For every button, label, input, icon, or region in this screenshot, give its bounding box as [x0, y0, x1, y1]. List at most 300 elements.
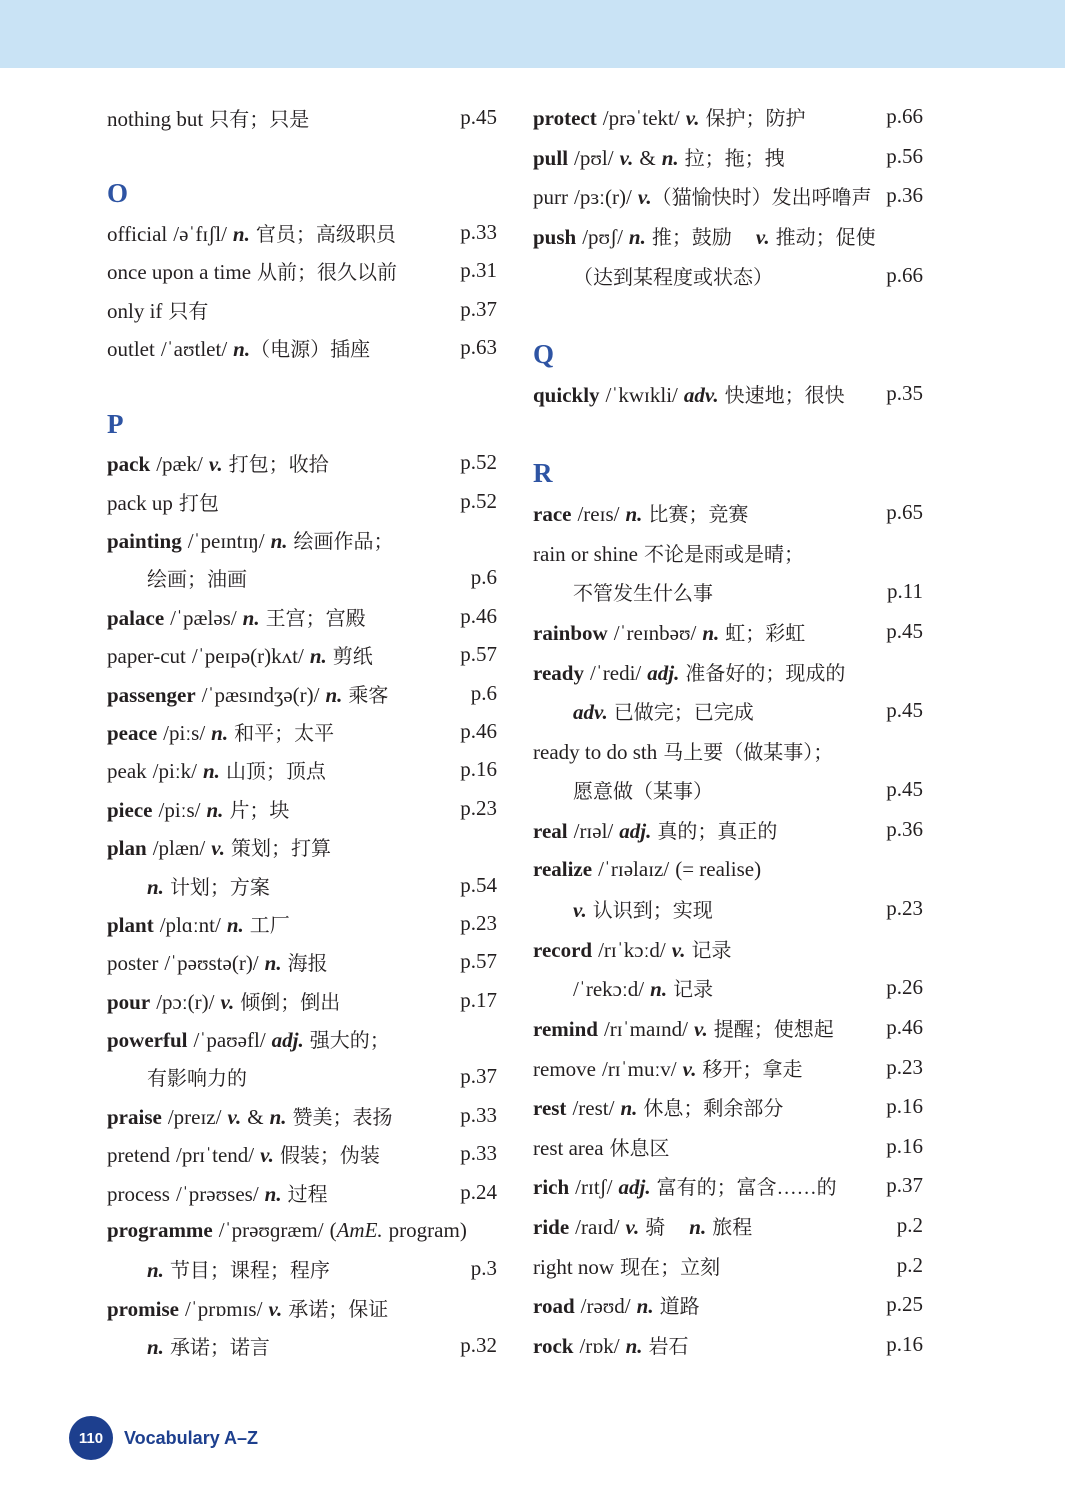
headword: ready	[533, 660, 584, 685]
entry-row	[533, 1126, 923, 1166]
entry-text	[533, 1290, 878, 1319]
definition: 有影响力的	[147, 1068, 247, 1091]
entry-row	[107, 482, 497, 520]
entry-text	[107, 1062, 452, 1091]
part-of-speech: adj.	[271, 1028, 304, 1053]
entry-row	[107, 252, 497, 290]
headword: outlet	[107, 337, 155, 362]
page-ref: p.6	[470, 680, 497, 705]
page-ref: p.56	[886, 143, 923, 168]
entry-row	[533, 216, 923, 256]
definition: 移开；拿走	[702, 1058, 803, 1081]
part-of-speech: n.	[147, 874, 164, 899]
page-ref: p.3	[470, 1256, 497, 1281]
page-ref: p.37	[460, 296, 497, 321]
part-of-speech: adv.	[683, 383, 719, 408]
entry-text	[533, 1053, 878, 1082]
part-of-speech: n.	[203, 759, 220, 784]
entry-row	[533, 176, 923, 216]
headword: purr	[533, 185, 568, 210]
headword: rock	[533, 1333, 574, 1358]
page-ref: p.2	[896, 1212, 923, 1237]
entry-text	[107, 1331, 452, 1360]
part-of-speech: adj.	[618, 1175, 651, 1200]
phonetic: /plæn/	[152, 836, 206, 861]
headword: remove	[533, 1056, 596, 1081]
page-ref: p.36	[886, 816, 923, 841]
definition: （达到某程度或状态）	[573, 266, 773, 289]
entry-text	[533, 498, 878, 527]
definition: 和平；太平	[234, 722, 335, 745]
page-ref: p.23	[886, 1054, 923, 1079]
page-ref: p.31	[460, 258, 497, 283]
definition: （电源）插座	[250, 339, 371, 362]
entry-text	[107, 717, 452, 746]
entry-text	[107, 755, 452, 784]
phonetic: /prɪˈtend/	[175, 1143, 255, 1168]
page-ref: p.65	[886, 500, 923, 525]
phonetic: /ˈprɒmɪs/	[184, 1296, 263, 1321]
headword: paper-cut	[107, 644, 186, 669]
definition: 节目；课程；程序	[169, 1260, 330, 1283]
headword: real	[533, 818, 568, 843]
headword: plant	[107, 912, 154, 937]
entry-row	[107, 1211, 497, 1249]
headword: pack	[107, 452, 151, 477]
part-of-speech: n.	[702, 621, 720, 646]
entry-text	[107, 103, 452, 132]
page-ref: p.26	[886, 975, 923, 1000]
part-of-speech: v.	[755, 225, 770, 250]
entry-text	[107, 525, 497, 554]
headword: painting	[107, 528, 182, 553]
entry-text	[107, 640, 452, 669]
page-ref: p.2	[896, 1252, 923, 1277]
definition: 承诺；保证	[288, 1298, 389, 1321]
entry-row	[533, 1245, 923, 1285]
page-ref: p.32	[460, 1333, 497, 1358]
page-ref: p.23	[886, 896, 923, 921]
definition: （猫愉快时）发出呼噜声	[651, 187, 872, 210]
section-letter: R	[533, 457, 553, 488]
section-letter: P	[107, 408, 124, 439]
definition: 推动；促使	[775, 227, 876, 250]
definition: 承诺；诺言	[169, 1337, 270, 1360]
entry-text	[107, 1218, 497, 1243]
entry-text	[107, 1139, 452, 1168]
phonetic: /ˈpaʊəfl/	[193, 1028, 266, 1053]
page-ref: p.66	[886, 104, 923, 129]
part-of-speech: v.	[220, 989, 235, 1014]
left-column	[107, 98, 497, 1365]
part-of-speech: n.	[625, 502, 643, 527]
entry-row	[533, 1047, 923, 1087]
entry-text	[107, 794, 452, 823]
definition: 记录	[673, 979, 714, 1002]
entry-row	[107, 751, 497, 789]
note-text: (	[329, 1218, 337, 1243]
definition: 只有；只是	[209, 108, 310, 131]
headword: passenger	[107, 682, 196, 707]
entry-row	[533, 255, 923, 295]
part-of-speech: v.	[619, 145, 634, 170]
page-ref: p.45	[886, 698, 923, 723]
part-of-speech: n.	[689, 1214, 707, 1239]
part-of-speech: n.	[211, 720, 229, 745]
part-of-speech: adv.	[573, 700, 608, 725]
entry-text	[107, 1254, 463, 1283]
entry-text	[533, 142, 878, 171]
headword: realize	[533, 856, 593, 881]
phonetic: /ˈredi/	[589, 660, 642, 685]
headword: push	[533, 225, 577, 250]
headword: rest	[533, 1096, 567, 1121]
entry-text	[533, 1330, 878, 1359]
entry-row	[107, 904, 497, 942]
entry-row	[533, 691, 923, 731]
phonetic: /piːs/	[158, 797, 201, 822]
page-ref: p.16	[886, 1094, 923, 1119]
part-of-speech: n.	[233, 337, 251, 362]
entry-row	[107, 213, 497, 251]
entry-text	[533, 617, 878, 646]
page-ref: p.33	[460, 1141, 497, 1166]
part-of-speech: n.	[309, 644, 327, 669]
phonetic: /rɪəl/	[573, 818, 614, 843]
part-of-speech: n.	[628, 225, 646, 250]
entry-text	[107, 218, 452, 247]
entry-row	[107, 1096, 497, 1134]
entry-row	[107, 520, 497, 558]
page-ref: p.25	[886, 1292, 923, 1317]
phonetic: /ˈaʊtlet/	[160, 337, 228, 362]
phonetic: /rest/	[572, 1096, 615, 1121]
definition: 保护；防护	[705, 108, 806, 131]
entry-text	[533, 181, 878, 210]
definition: 片；块	[229, 799, 290, 822]
entry-row	[533, 493, 923, 533]
entry-text	[107, 871, 452, 900]
entry-text	[107, 256, 452, 285]
definition: 记录	[691, 939, 732, 962]
page-ref: p.33	[460, 1102, 497, 1127]
entry-row	[533, 849, 923, 889]
headword: quickly	[533, 383, 600, 408]
phonetic: /rɪˈmuːv/	[601, 1056, 677, 1081]
entry-row	[533, 968, 923, 1008]
page-ref: p.24	[460, 1179, 497, 1204]
definition: 工厂	[249, 914, 290, 937]
entry-text	[107, 832, 497, 861]
phonetic: /ˈpeɪpə(r)kʌt/	[191, 644, 304, 669]
phonetic: /rɒk/	[579, 1333, 620, 1358]
headword: record	[533, 937, 593, 962]
definition: 官员；高级职员	[255, 223, 396, 246]
note-text: (= realise)	[675, 856, 762, 881]
headword: peace	[107, 720, 158, 745]
definition: 虹；彩虹	[725, 623, 806, 646]
entry-row	[107, 597, 497, 635]
entry-row	[107, 1250, 497, 1288]
headword: rainbow	[533, 621, 608, 646]
phonetic: /pʊʃ/	[582, 225, 623, 250]
definition: 赞美；表扬	[292, 1106, 393, 1129]
entry-text	[533, 815, 878, 844]
page-number: 110	[78, 1429, 104, 1447]
entry-row	[107, 789, 497, 827]
part-of-speech: v.	[211, 836, 226, 861]
phonetic: /rəʊd/	[580, 1294, 631, 1319]
headword: protect	[533, 106, 597, 131]
part-of-speech: adj.	[619, 818, 652, 843]
page-ref: p.66	[886, 262, 923, 287]
definition: 推；鼓励	[651, 227, 732, 250]
definition: 认识到；实现	[592, 900, 713, 923]
definition: 山顶；顶点	[225, 761, 326, 784]
definition: 过程	[287, 1183, 328, 1206]
definition: 已做完；已完成	[613, 702, 754, 725]
phonetic: /rɪtʃ/	[575, 1175, 613, 1200]
entry-text	[107, 1024, 497, 1053]
entry-text	[107, 333, 452, 362]
phonetic: /ˈpeɪntɪŋ/	[187, 528, 265, 553]
entry-text	[107, 295, 452, 324]
entry-row	[107, 866, 497, 904]
definition: 富有的；富含……的	[656, 1177, 837, 1200]
entry-row	[533, 1087, 923, 1127]
part-of-speech: n.	[650, 977, 668, 1002]
definition: 比赛；竞赛	[648, 504, 749, 527]
definition: 道路	[659, 1296, 700, 1319]
headword: official	[107, 221, 168, 246]
part-of-speech: v.	[693, 1016, 708, 1041]
section-letter: O	[107, 178, 129, 209]
entry-row	[107, 1327, 497, 1365]
entry-row	[533, 810, 923, 850]
definition: 计划；方案	[169, 876, 270, 899]
entry-text	[107, 986, 452, 1015]
page-ref: p.52	[460, 488, 497, 513]
note-italic: AmE.	[336, 1218, 383, 1243]
phonetic: /prəˈtekt/	[602, 106, 680, 131]
entry-row	[533, 1008, 923, 1048]
entry-row	[533, 374, 923, 414]
note-text: &	[639, 145, 656, 170]
page-ref: p.23	[460, 910, 497, 935]
part-of-speech: n.	[620, 1096, 638, 1121]
definition: 真的；真正的	[657, 820, 778, 843]
entry-row	[533, 612, 923, 652]
headword: once upon a time	[107, 260, 252, 285]
entry-row	[107, 444, 497, 482]
definition: 绘画；油画	[147, 569, 247, 592]
definition: 假装；伪装	[279, 1145, 380, 1168]
entry-row	[107, 674, 497, 712]
entry-text	[533, 857, 923, 882]
definition: 不论是雨或是晴；	[643, 543, 804, 566]
page-ref: p.11	[887, 579, 923, 604]
phonetic: /pɔː(r)/	[156, 989, 215, 1014]
page-ref: p.36	[886, 183, 923, 208]
entry-row	[107, 290, 497, 328]
entry-text	[107, 1101, 452, 1130]
note-text: program)	[388, 1218, 467, 1243]
phonetic: /piːs/	[163, 720, 206, 745]
section-letter: Q	[533, 338, 555, 369]
headword: rain or shine	[533, 541, 638, 566]
definition: 骑	[645, 1216, 666, 1239]
entry-text	[533, 657, 923, 686]
definition: 打包；收拾	[228, 454, 329, 477]
entry-row	[107, 981, 497, 1019]
entry-row	[533, 770, 923, 810]
entry-row	[107, 1173, 497, 1211]
entry-text	[533, 775, 878, 804]
entry-row	[533, 97, 923, 137]
page-ref: p.45	[886, 619, 923, 644]
headword: ready to do sth	[533, 739, 658, 764]
entry-text	[533, 1251, 889, 1280]
entry-row	[533, 572, 923, 612]
page-ref: p.46	[460, 603, 497, 628]
phonetic: /pʊl/	[574, 145, 614, 170]
definition: 拉；拖；拽	[684, 147, 785, 170]
definition: 海报	[287, 953, 328, 976]
page-ref: p.16	[886, 1133, 923, 1158]
phonetic: /pɜː(r)/	[574, 185, 632, 210]
phonetic: /rɪˈkɔːd/	[598, 937, 666, 962]
entry-text	[107, 487, 452, 516]
entry-text	[533, 1013, 878, 1042]
definition: 策划；打算	[231, 838, 332, 861]
phonetic: /rɪˈmaɪnd/	[603, 1016, 688, 1041]
entry-row	[107, 1135, 497, 1173]
definition: 不管发生什么事	[573, 583, 713, 606]
page-number-badge	[69, 1416, 113, 1460]
headword: programme	[107, 1218, 213, 1243]
headword: ride	[533, 1214, 570, 1239]
part-of-speech: n.	[206, 797, 224, 822]
entry-text	[533, 1132, 878, 1161]
entry-row	[533, 1324, 923, 1364]
page-ref: p.16	[460, 757, 497, 782]
entry-row	[107, 1058, 497, 1096]
definition: 马上要（做某事）；	[663, 741, 834, 764]
entry-row	[107, 943, 497, 981]
entry-row	[107, 328, 497, 366]
entry-text	[533, 1171, 878, 1200]
entry-text	[107, 602, 452, 631]
entry-text	[107, 909, 452, 938]
page-ref: p.46	[460, 718, 497, 743]
headword: piece	[107, 797, 153, 822]
headword: process	[107, 1181, 170, 1206]
definition: 提醒；使想起	[713, 1018, 834, 1041]
entry-row	[533, 651, 923, 691]
phonetic: /ˈrekɔːd/	[573, 977, 645, 1002]
page-ref: p.52	[460, 450, 497, 475]
definition: 只有	[168, 300, 209, 323]
headword: peak	[107, 759, 147, 784]
part-of-speech: n.	[269, 1104, 287, 1129]
part-of-speech: n.	[232, 221, 250, 246]
entry-row	[533, 928, 923, 968]
phonetic: /ˈreɪnbəʊ/	[613, 621, 697, 646]
part-of-speech: v.	[573, 898, 587, 923]
definition: 绘画作品；	[293, 530, 394, 553]
definition: 休息区	[609, 1137, 670, 1160]
part-of-speech: adj.	[647, 660, 680, 685]
page-ref: p.54	[460, 872, 497, 897]
part-of-speech: v.	[227, 1104, 242, 1129]
page-ref: p.57	[460, 642, 497, 667]
part-of-speech: n.	[325, 682, 343, 707]
part-of-speech: v.	[260, 1143, 274, 1168]
page-ref: p.6	[470, 565, 497, 590]
phonetic: /plɑːnt/	[159, 912, 221, 937]
entry-row	[533, 1285, 923, 1325]
page-ref: p.37	[886, 1173, 923, 1198]
phonetic: /ˈkwɪkli/	[605, 383, 678, 408]
entry-row	[533, 137, 923, 177]
part-of-speech: n.	[147, 1258, 164, 1283]
headword: powerful	[107, 1028, 188, 1053]
part-of-speech: n.	[661, 145, 679, 170]
definition: 准备好的；现成的	[685, 662, 846, 685]
page-ref: p.33	[460, 219, 497, 244]
part-of-speech: n.	[264, 1181, 282, 1206]
definition: 岩石	[648, 1335, 689, 1358]
entry-text	[533, 102, 878, 131]
definition: 旅程	[712, 1216, 753, 1239]
entry-text	[533, 1092, 878, 1121]
page-ref: p.57	[460, 949, 497, 974]
headword: pour	[107, 989, 151, 1014]
definition: 强大的；	[309, 1030, 390, 1053]
phonetic: /reɪs/	[577, 502, 620, 527]
entry-text	[533, 1211, 889, 1240]
definition: 打包	[178, 492, 219, 515]
phonetic: /ˈprəʊɡræm/	[218, 1218, 324, 1243]
entry-row	[107, 635, 497, 673]
definition: 快速地；很快	[724, 385, 845, 408]
part-of-speech: v.	[208, 452, 223, 477]
headword: nothing but	[107, 106, 204, 131]
entry-row	[533, 1206, 923, 1246]
definition: 王宫；宫殿	[265, 607, 366, 630]
entry-text	[533, 261, 878, 290]
headword: pack up	[107, 490, 173, 515]
page-ref: p.16	[886, 1331, 923, 1356]
part-of-speech: n.	[636, 1294, 654, 1319]
phonetic: /ˈpæsɪndʒə(r)/	[201, 682, 320, 707]
headword: remind	[533, 1016, 598, 1041]
part-of-speech: v.	[682, 1056, 697, 1081]
part-of-speech: n.	[264, 951, 282, 976]
definition: 从前；很久以前	[257, 262, 398, 285]
entry-text	[533, 379, 878, 408]
part-of-speech: n.	[242, 605, 260, 630]
entry-row	[107, 98, 497, 136]
part-of-speech: v.	[268, 1296, 283, 1321]
entry-text	[107, 448, 452, 477]
header-band	[0, 0, 1065, 68]
entry-text	[107, 1293, 497, 1322]
right-column	[533, 97, 923, 1364]
headword: road	[533, 1294, 575, 1319]
part-of-speech: n.	[625, 1333, 643, 1358]
page-ref: p.45	[886, 777, 923, 802]
